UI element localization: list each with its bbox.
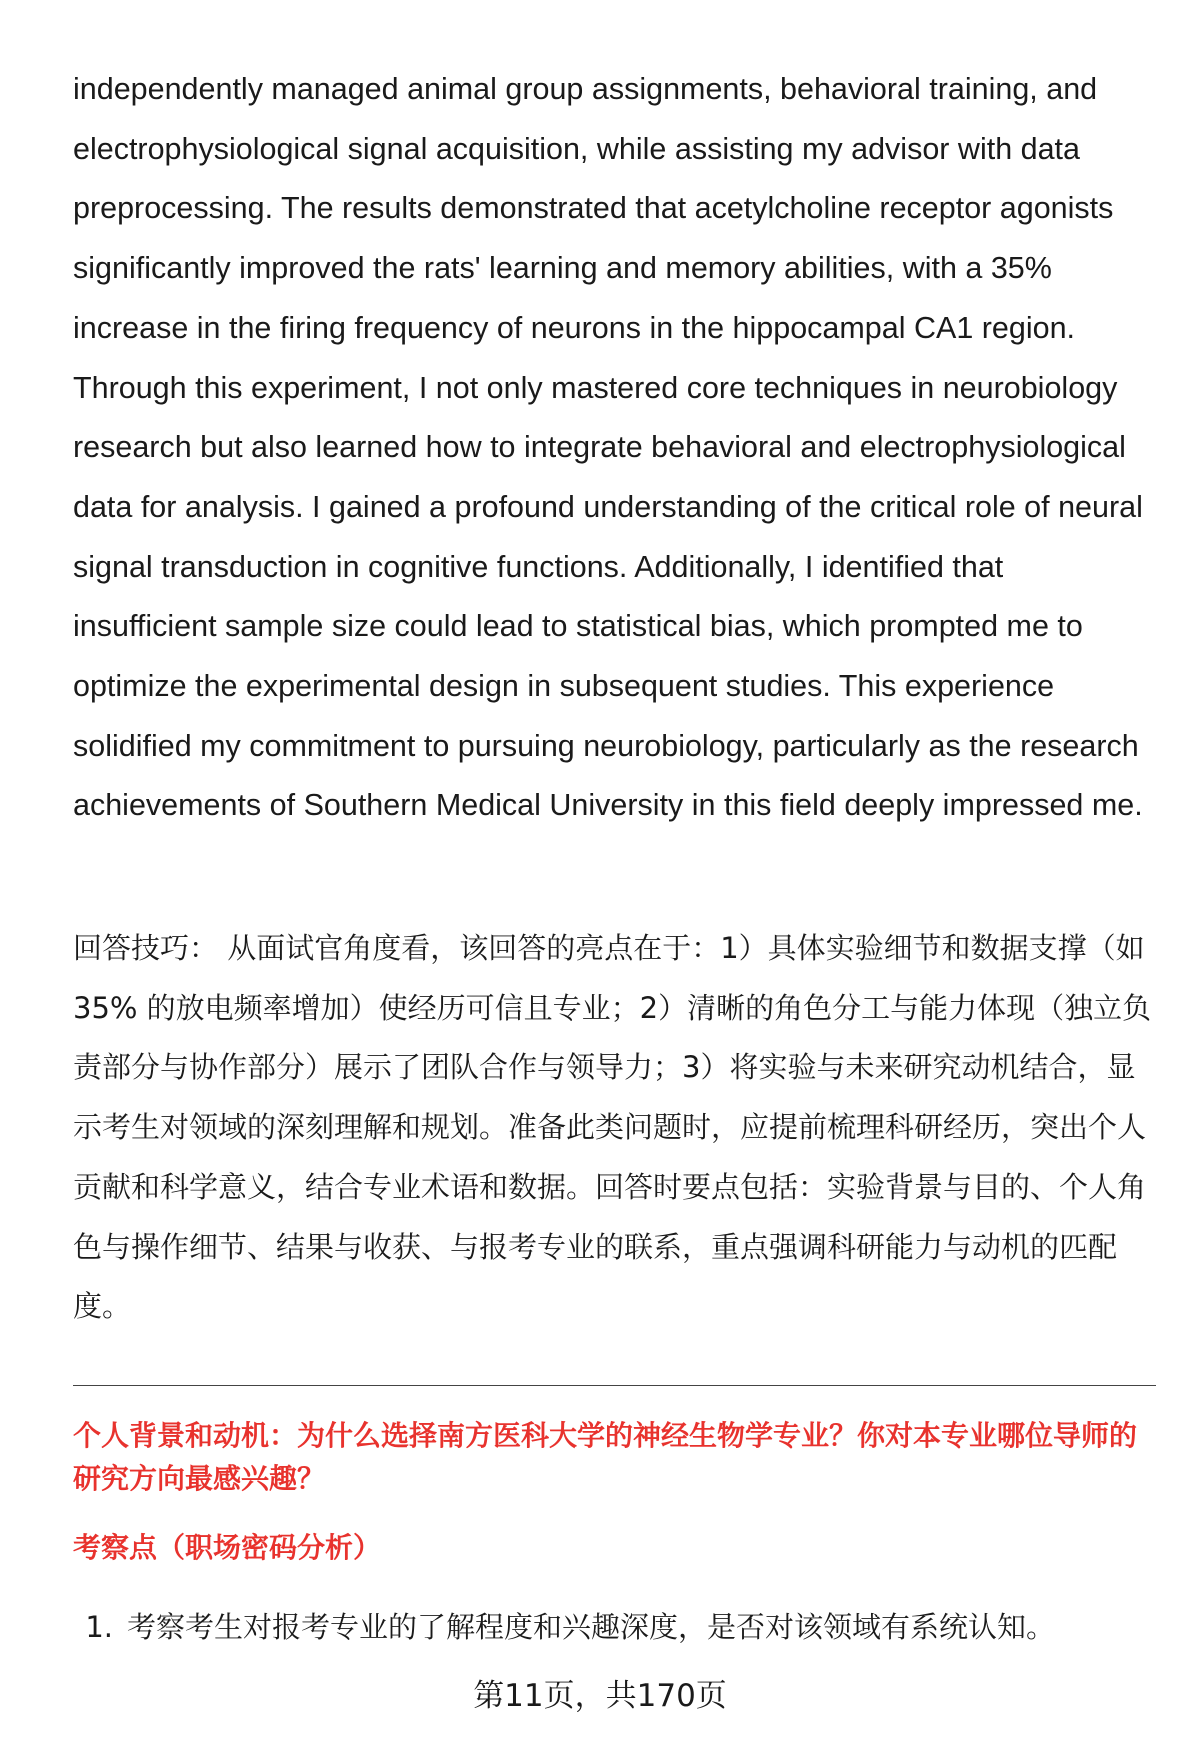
section-divider bbox=[73, 1385, 1156, 1386]
body-paragraph-english: independently managed animal group assignments, behavioral training, and electrophysiological signal acquisition, while assisting my advisor with data preprocessing. The results demonstrated that acetylcholine receptor agonists significantly improved the rats' learning and memory abilities, with a 35% increase in the firing frequency of neurons in the hippocampal CA1 region. Through this experiment, I not only mastered core techniques in neurobiology research but also learned how to integrate behavioral and electrophysiological data for analysis. I gained a profound understanding of the critical role of neural signal transduction in cognitive functions. Additionally, I identified that insufficient sample size could lead to statistical bias, which prompted me to optimize the experimental design in subsequent studies. This experience solidified my commitment to pursuing neurobiology, particularly as the research achievements of Southern Medical University in this field deeply impressed me. bbox=[73, 72, 1143, 823]
page-number-footer: 第11页，共170页 bbox=[473, 1678, 727, 1714]
list-item-number: 1. bbox=[85, 1610, 113, 1644]
answer-tips-paragraph: 回答技巧： 从面试官角度看，该回答的亮点在于：1）具体实验细节和数据支撑（如 35% 的放电频率增加）使经历可信且专业；2）清晰的角色分工与能力体现（独立负责部分与协作部分）展示了团队合作与领导力；3）将实验与未来研究动机结合，显示考生对领域的深刻理解和规划。准备此类问题时，应提前梳理科研经历，突出个人贡献和科学意义，结合专业术语和数据。回答时要点包括：实验背景与目的、个人角色与操作细节、结果与收获、与报考专业的联系，重点强调科研能力与动机的匹配度。 bbox=[73, 931, 1152, 1324]
assessment-points-list bbox=[73, 1607, 1156, 1647]
list-item bbox=[73, 1607, 1156, 1647]
assessment-points-heading: 考察点（职场密码分析） bbox=[73, 1531, 382, 1564]
question-heading: 个人背景和动机：为什么选择南方医科大学的神经生物学专业？你对本专业哪位导师的研究方向最感兴趣？ bbox=[73, 1419, 1138, 1495]
list-item-text: 考察考生对报考专业的了解程度和兴趣深度，是否对该领域有系统认知。 bbox=[127, 1610, 1056, 1644]
